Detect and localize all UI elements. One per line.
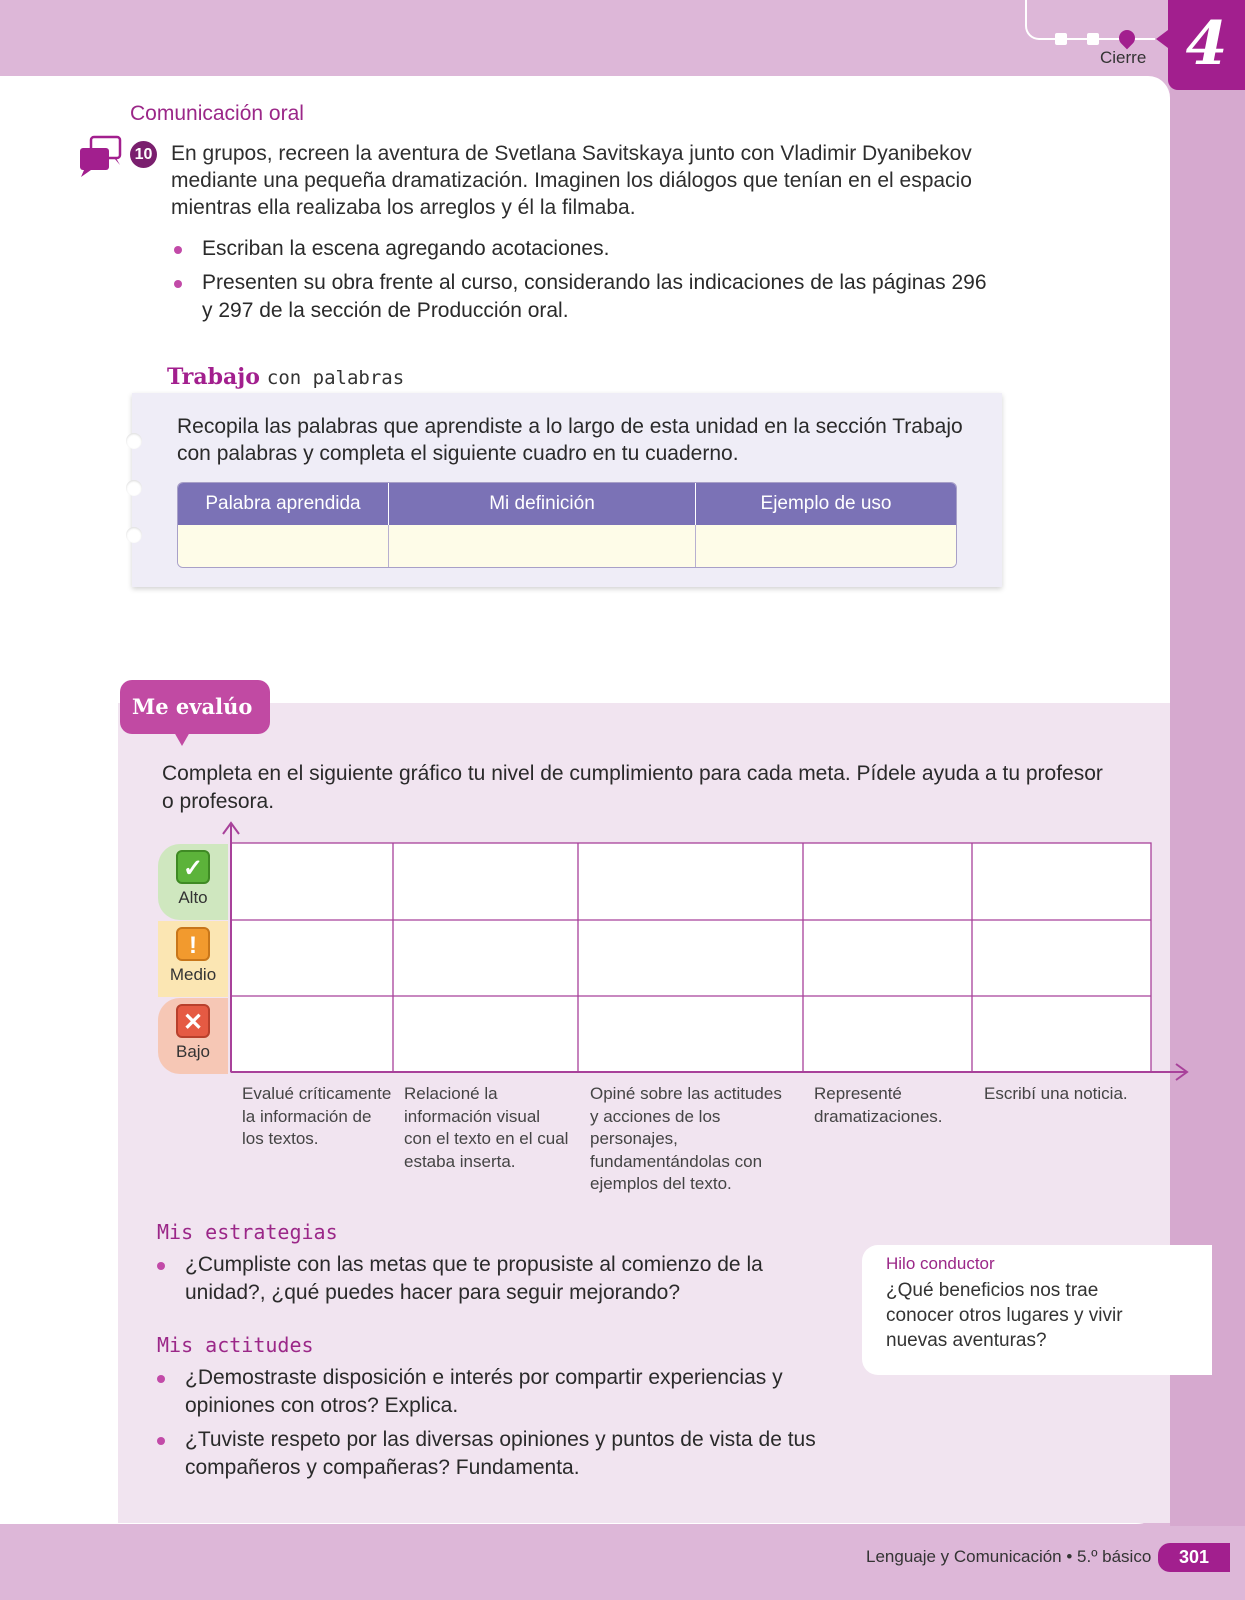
page-number: 301	[1158, 1543, 1230, 1572]
list-item: ¿Tuviste respeto por las diversas opiniones y puntos de vista de tus compañeros y compañeras? Fundamenta.	[156, 1426, 826, 1482]
oral-section-label: Comunicación oral	[130, 102, 304, 125]
exclamation-icon: !	[176, 927, 210, 961]
unit-number: 4	[1185, 9, 1228, 79]
word-work-instructions: Recopila las palabras que aprendiste a lo largo de esta unidad en la sección Trabajo con palabras y completa el siguiente cuadro en tu cuaderno.	[177, 415, 963, 465]
table-header-definition: Mi definición	[388, 483, 695, 525]
level-label: Alto	[178, 888, 208, 907]
strategies-list	[156, 1251, 826, 1313]
guiding-thread-title: Hilo conductor	[886, 1254, 995, 1273]
goal-label: Opiné sobre las actitudes y acciones de los personajes, fundamentándolas con ejemplos del texto.	[590, 1084, 782, 1193]
list-item: ¿Demostraste disposición e interés por compartir experiencias y opiniones con otros? Explica.	[156, 1364, 826, 1420]
table-header-word: Palabra aprendida	[178, 483, 388, 525]
table-header-example: Ejemplo de uso	[695, 483, 956, 525]
word-work-title-bold: Trabajo	[167, 364, 260, 390]
level-label: Medio	[169, 965, 217, 984]
goal-label: Representé dramatizaciones.	[814, 1084, 943, 1126]
self-evaluation-instructions: Completa en el siguiente gráfico tu nivel de cumplimiento para cada meta. Pídele ayuda a tu profesor o profesora.	[162, 762, 1103, 813]
attitudes-list	[156, 1364, 826, 1488]
strategies-heading: Mis estrategias	[157, 1220, 338, 1244]
section-name: Cierre	[1100, 48, 1147, 67]
list-item: ¿Cumpliste con las metas que te propusiste al comienzo de la unidad?, ¿qué puedes hacer para seguir mejorando?	[156, 1251, 826, 1307]
grid-cells-background	[231, 843, 1151, 1072]
guiding-thread-question: ¿Qué beneficios nos trae conocer otros lugares y vivir nuevas aventuras?	[886, 1280, 1123, 1351]
cross-icon: ✕	[176, 1004, 210, 1038]
footer-subject: Lenguaje y Comunicación • 5.º básico	[866, 1547, 1152, 1566]
list-item: Escriban la escena agregando acotaciones.	[172, 235, 1002, 263]
check-icon: ✓	[176, 850, 210, 884]
activity-instructions: En grupos, recreen la aventura de Svetlana Savitskaya junto con Vladimir Dyanibekov mediante una pequeña dramatización. Imaginen los diálogos que tenían en el espacio mientras ella realizaba los arreglos y él la filmaba.	[171, 142, 972, 219]
word-work-title-rest: con palabras	[266, 367, 405, 389]
goal-label: Escribí una noticia.	[984, 1084, 1128, 1103]
activity-number-badge: 10	[130, 141, 157, 168]
goal-label: Relacioné la información visual con el texto en el cual estaba inserta.	[404, 1084, 569, 1171]
attitudes-heading: Mis actitudes	[157, 1333, 314, 1357]
self-evaluation-title: Me evalúo	[132, 694, 253, 719]
goal-label: Evalué críticamente la información de los textos.	[242, 1084, 392, 1148]
level-label: Bajo	[175, 1042, 211, 1061]
list-item: Presenten su obra frente al curso, considerando las indicaciones de las páginas 296 y 297 de la sección de Producción oral.	[172, 269, 1002, 325]
